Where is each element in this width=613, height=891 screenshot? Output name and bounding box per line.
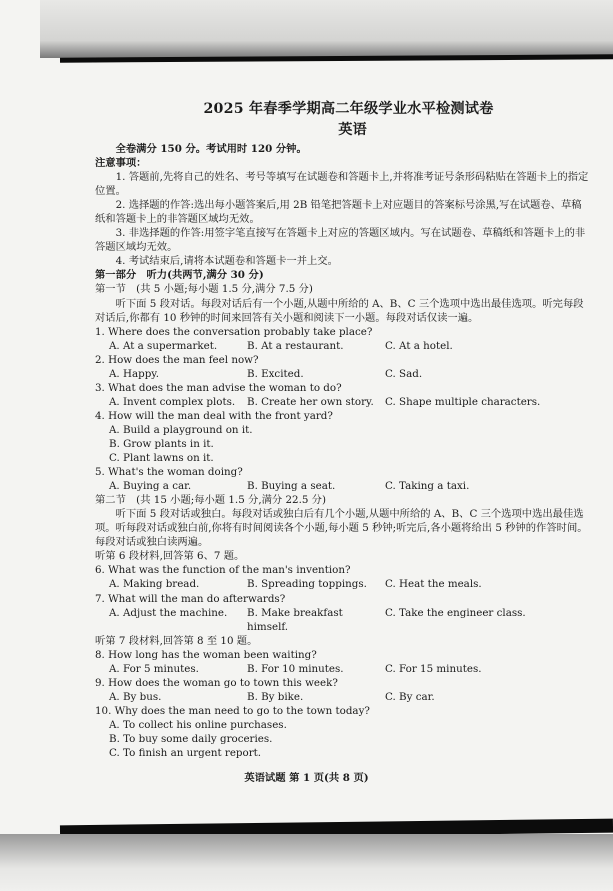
option-b: B. At a restaurant. bbox=[247, 339, 344, 352]
option-row bbox=[95, 479, 590, 493]
option-a: A. At a supermarket. bbox=[109, 339, 218, 352]
question-6 bbox=[95, 563, 590, 591]
option-c: C. Sad. bbox=[385, 367, 423, 380]
option-c: C. To finish an urgent report. bbox=[109, 747, 262, 760]
option-a: A. Build a playground on it. bbox=[109, 423, 253, 436]
option-c: C. At a hotel. bbox=[385, 339, 453, 352]
question-4 bbox=[95, 409, 590, 465]
notice-heading: 注意事项： bbox=[95, 157, 147, 170]
question-stem: 2. How does the man feel now? bbox=[95, 353, 259, 366]
question-stem: 7. What will the man do afterwards? bbox=[95, 592, 286, 605]
question-7 bbox=[95, 592, 590, 634]
option-b: B. Create her own story. bbox=[247, 395, 374, 408]
exam-page bbox=[95, 100, 590, 760]
question-stem: 9. How does the woman go to town this week? bbox=[95, 676, 338, 689]
exam-title: 2025 年春季学期高二年级学业水平检测试卷 bbox=[203, 101, 494, 117]
option-row bbox=[95, 690, 590, 704]
score-line: 全卷满分 150 分。考试用时 120 分钟。 bbox=[115, 143, 307, 155]
option-b: B. Excited. bbox=[247, 367, 304, 380]
notice-item: 3. 非选择题的作答:用签字笔直接写在答题卡上对应的答题区域内。写在试题卷、草稿纸和答题卡上的非答题区域均无效。 bbox=[95, 227, 586, 254]
scan-shadow-bottom bbox=[0, 834, 613, 891]
option-c: C. Plant lawns on it. bbox=[109, 452, 214, 465]
option-row bbox=[95, 577, 590, 591]
option-c: C. Taking a taxi. bbox=[385, 480, 470, 493]
notice-item: 1. 答题前,先将自己的姓名、考号等填写在试题卷和答题卡上,并将准考证号条形码粘贴在答题卡上的指定位置。 bbox=[95, 171, 589, 198]
question-5 bbox=[95, 465, 590, 493]
option-b: B. For 10 minutes. bbox=[247, 662, 344, 675]
question-2 bbox=[95, 353, 590, 381]
option-row bbox=[95, 395, 590, 409]
option-a: A. For 5 minutes. bbox=[109, 662, 199, 675]
option-a: A. Happy. bbox=[109, 367, 160, 380]
material-6-note: 听第 6 段材料,回答第 6、7 题。 bbox=[95, 550, 245, 563]
option-c: C. Shape multiple characters. bbox=[385, 395, 541, 408]
question-8 bbox=[95, 648, 590, 676]
option-row bbox=[95, 662, 590, 676]
question-stem: 4. How will the man deal with the front yard? bbox=[95, 409, 333, 422]
question-3 bbox=[95, 381, 590, 409]
option-b: B. Make breakfast himself. bbox=[247, 606, 343, 633]
option-a: A. By bus. bbox=[109, 690, 162, 703]
question-9 bbox=[95, 676, 590, 704]
notice-item: 2. 选择题的作答:选出每小题答案后,用 2B 铅笔把答题卡上对应题目的答案标号涂黑,写在试题卷、草稿纸和答题卡上的非答题区域均无效。 bbox=[95, 199, 582, 226]
scan-shadow-top bbox=[40, 0, 613, 58]
option-a: A. Adjust the machine. bbox=[109, 606, 228, 619]
option-c: C. Take the engineer class. bbox=[385, 606, 526, 619]
question-stem: 1. Where does the conversation probably take place? bbox=[95, 325, 373, 338]
option-row bbox=[95, 339, 590, 353]
option-row bbox=[95, 606, 590, 634]
section1-instructions: 听下面 5 段对话。每段对话后有一个小题,从题中所给的 A、B、C 三个选项中选出最佳选项。听完每段对话后,你都有 10 秒钟的时间来回答有关小题和阅读下一小题。每段对话仅读一遍。 bbox=[95, 297, 584, 324]
option-b: B. Spreading toppings. bbox=[247, 578, 367, 591]
question-stem: 10. Why does the man need to go to the town today? bbox=[95, 704, 370, 717]
option-c: C. For 15 minutes. bbox=[385, 662, 482, 675]
question-1 bbox=[95, 325, 590, 353]
section2-heading: 第二节 (共 15 小题;每小题 1.5 分,满分 22.5 分) bbox=[95, 494, 326, 507]
option-row bbox=[95, 367, 590, 381]
option-b: B. Grow plants in it. bbox=[109, 437, 214, 450]
question-stem: 8. How long has the woman been waiting? bbox=[95, 648, 317, 661]
option-a: A. To collect his online purchases. bbox=[109, 718, 287, 731]
option-c: C. By car. bbox=[385, 690, 435, 703]
option-a: A. Buying a car. bbox=[109, 480, 192, 493]
option-b: B. Buying a seat. bbox=[247, 480, 336, 493]
question-stem: 3. What does the man advise the woman to do? bbox=[95, 381, 342, 394]
notice-item: 4. 考试结束后,请将本试题卷和答题卡一并上交。 bbox=[115, 255, 338, 268]
option-c: C. Heat the meals. bbox=[385, 578, 482, 591]
material-7-note: 听第 7 段材料,回答第 8 至 10 题。 bbox=[95, 634, 258, 647]
question-10 bbox=[95, 704, 590, 760]
subject-title: 英语 bbox=[338, 122, 367, 138]
option-b: B. To buy some daily groceries. bbox=[109, 732, 273, 745]
option-b: B. By bike. bbox=[247, 690, 304, 703]
question-stem: 6. What was the function of the man's invention? bbox=[95, 564, 351, 577]
section1-heading: 第一节 (共 5 小题;每小题 1.5 分,满分 7.5 分) bbox=[95, 283, 313, 296]
question-stem: 5. What's the woman doing? bbox=[95, 466, 243, 479]
page-footer: 英语试题 第 1 页(共 8 页) bbox=[244, 772, 369, 784]
section2-instructions: 听下面 5 段对话或独白。每段对话或独白后有几个小题,从题中所给的 A、B、C 三个选项中选出最佳选项。听每段对话或独白前,你将有时间阅读各个小题,每小题 5 秒钟;听完后,各小题将给出 5 秒钟的作答时间。每段对话或独白读两遍。 bbox=[95, 508, 588, 549]
option-a: A. Invent complex plots. bbox=[109, 395, 236, 408]
part1-heading: 第一部分 听力(共两节,满分 30 分) bbox=[95, 269, 264, 282]
option-a: A. Making bread. bbox=[109, 578, 200, 591]
